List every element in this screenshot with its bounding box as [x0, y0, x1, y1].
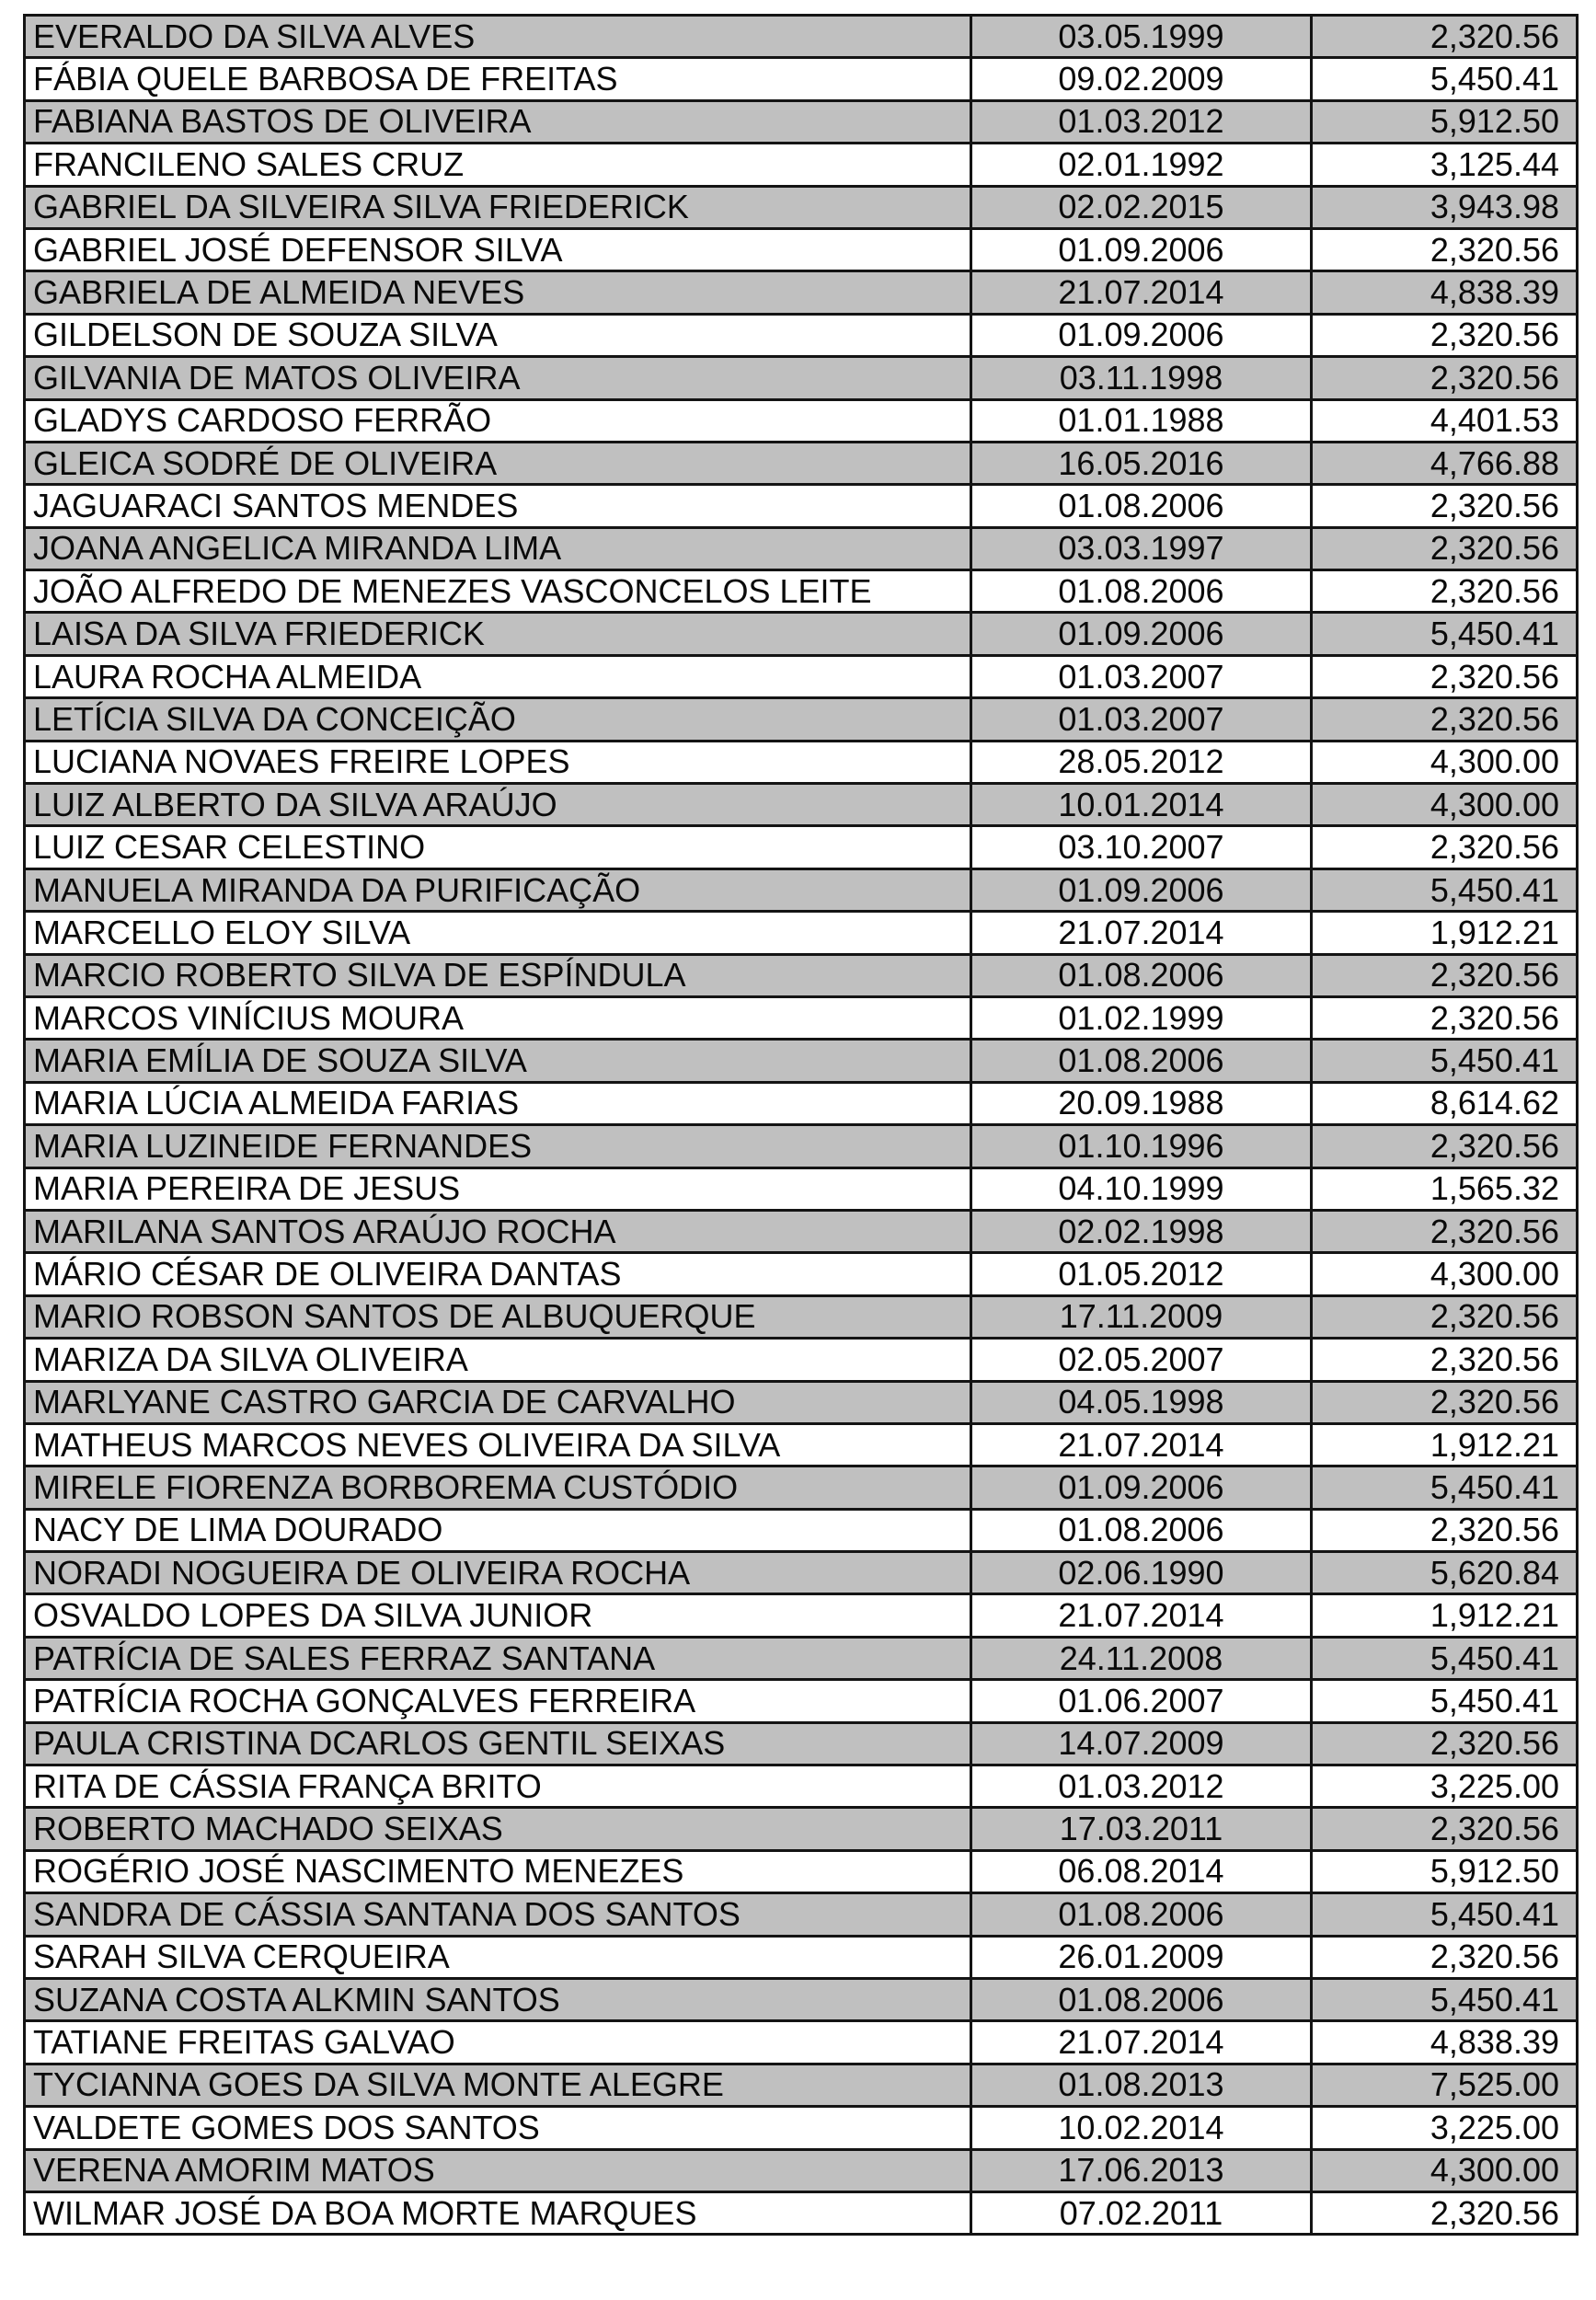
cell-amount: 4,300.00 [1312, 784, 1578, 826]
cell-amount: 3,225.00 [1312, 2107, 1578, 2149]
cell-name: SARAH SILVA CERQUEIRA [25, 1936, 971, 1978]
cell-date: 16.05.2016 [971, 442, 1312, 484]
cell-date: 09.02.2009 [971, 58, 1312, 100]
cell-date: 14.07.2009 [971, 1722, 1312, 1765]
table-row [25, 1423, 1578, 1466]
cell-name: MARIA EMÍLIA DE SOUZA SILVA [25, 1040, 971, 1082]
cell-amount: 5,450.41 [1312, 1637, 1578, 1679]
cell-name: MARCOS VINÍCIUS MOURA [25, 996, 971, 1039]
cell-amount: 2,320.56 [1312, 16, 1578, 58]
table-row [25, 1722, 1578, 1765]
cell-name: PAULA CRISTINA DCARLOS GENTIL SEIXAS [25, 1722, 971, 1765]
table-row [25, 613, 1578, 655]
cell-date: 01.08.2006 [971, 570, 1312, 613]
cell-name: LETÍCIA SILVA DA CONCEIÇÃO [25, 698, 971, 741]
table-row [25, 1808, 1578, 1850]
table-row [25, 826, 1578, 868]
table-row [25, 357, 1578, 399]
cell-amount: 2,320.56 [1312, 527, 1578, 569]
cell-name: GLEICA SODRÉ DE OLIVEIRA [25, 442, 971, 484]
cell-date: 01.09.2006 [971, 314, 1312, 356]
cell-name: MARIO ROBSON SANTOS DE ALBUQUERQUE [25, 1295, 971, 1338]
cell-date: 28.05.2012 [971, 741, 1312, 783]
cell-amount: 2,320.56 [1312, 1381, 1578, 1423]
cell-date: 21.07.2014 [971, 271, 1312, 314]
cell-amount: 2,320.56 [1312, 2191, 1578, 2234]
cell-date: 03.11.1998 [971, 357, 1312, 399]
cell-name: MARILANA SANTOS ARAÚJO ROCHA [25, 1210, 971, 1252]
cell-amount: 2,320.56 [1312, 1295, 1578, 1338]
table-row [25, 996, 1578, 1039]
cell-date: 03.05.1999 [971, 16, 1312, 58]
cell-date: 02.02.2015 [971, 186, 1312, 228]
cell-amount: 4,401.53 [1312, 399, 1578, 442]
cell-amount: 1,565.32 [1312, 1167, 1578, 1210]
cell-name: GABRIEL JOSÉ DEFENSOR SILVA [25, 228, 971, 270]
cell-amount: 4,838.39 [1312, 2021, 1578, 2064]
cell-amount: 5,912.50 [1312, 100, 1578, 143]
cell-amount: 4,300.00 [1312, 741, 1578, 783]
cell-name: FÁBIA QUELE BARBOSA DE FREITAS [25, 58, 971, 100]
table-row [25, 314, 1578, 356]
cell-date: 03.10.2007 [971, 826, 1312, 868]
cell-date: 21.07.2014 [971, 912, 1312, 954]
cell-amount: 2,320.56 [1312, 1339, 1578, 1381]
table-row [25, 186, 1578, 228]
cell-date: 01.03.2007 [971, 655, 1312, 697]
cell-date: 01.06.2007 [971, 1680, 1312, 1722]
table-row [25, 527, 1578, 569]
table-row [25, 698, 1578, 741]
employee-table-body [25, 16, 1578, 2235]
table-row [25, 228, 1578, 270]
cell-amount: 3,943.98 [1312, 186, 1578, 228]
table-row [25, 1167, 1578, 1210]
cell-date: 21.07.2014 [971, 1594, 1312, 1637]
cell-date: 01.08.2006 [971, 1509, 1312, 1551]
cell-amount: 8,614.62 [1312, 1082, 1578, 1124]
cell-name: GLADYS CARDOSO FERRÃO [25, 399, 971, 442]
cell-name: GABRIEL DA SILVEIRA SILVA FRIEDERICK [25, 186, 971, 228]
table-row [25, 1637, 1578, 1679]
cell-amount: 5,450.41 [1312, 1680, 1578, 1722]
table-row [25, 741, 1578, 783]
cell-amount: 5,450.41 [1312, 1466, 1578, 1509]
cell-date: 06.08.2014 [971, 1850, 1312, 1892]
cell-amount: 2,320.56 [1312, 1936, 1578, 1978]
cell-name: WILMAR JOSÉ DA BOA MORTE MARQUES [25, 2191, 971, 2234]
cell-amount: 2,320.56 [1312, 655, 1578, 697]
cell-date: 01.08.2013 [971, 2064, 1312, 2106]
cell-amount: 3,125.44 [1312, 144, 1578, 186]
cell-date: 10.01.2014 [971, 784, 1312, 826]
cell-amount: 2,320.56 [1312, 1722, 1578, 1765]
cell-name: NORADI NOGUEIRA DE OLIVEIRA ROCHA [25, 1552, 971, 1594]
table-row [25, 1509, 1578, 1551]
table-row [25, 1295, 1578, 1338]
table-row [25, 16, 1578, 58]
cell-name: RITA DE CÁSSIA FRANÇA BRITO [25, 1765, 971, 1808]
cell-date: 01.03.2012 [971, 100, 1312, 143]
cell-date: 01.09.2006 [971, 868, 1312, 911]
cell-name: LAISA DA SILVA FRIEDERICK [25, 613, 971, 655]
cell-amount: 4,300.00 [1312, 2149, 1578, 2191]
table-row [25, 570, 1578, 613]
cell-amount: 5,450.41 [1312, 1978, 1578, 2020]
cell-amount: 2,320.56 [1312, 1125, 1578, 1167]
cell-name: TYCIANNA GOES DA SILVA MONTE ALEGRE [25, 2064, 971, 2106]
table-row [25, 954, 1578, 996]
cell-amount: 4,300.00 [1312, 1253, 1578, 1295]
cell-name: MARIZA DA SILVA OLIVEIRA [25, 1339, 971, 1381]
cell-amount: 2,320.56 [1312, 1808, 1578, 1850]
cell-name: MARLYANE CASTRO GARCIA DE CARVALHO [25, 1381, 971, 1423]
cell-amount: 2,320.56 [1312, 314, 1578, 356]
cell-amount: 2,320.56 [1312, 228, 1578, 270]
cell-date: 21.07.2014 [971, 2021, 1312, 2064]
cell-amount: 2,320.56 [1312, 485, 1578, 527]
table-row [25, 1125, 1578, 1167]
cell-amount: 4,838.39 [1312, 271, 1578, 314]
cell-date: 01.05.2012 [971, 1253, 1312, 1295]
cell-date: 01.09.2006 [971, 228, 1312, 270]
table-row [25, 1893, 1578, 1936]
table-row [25, 399, 1578, 442]
cell-date: 17.11.2009 [971, 1295, 1312, 1338]
cell-date: 02.02.1998 [971, 1210, 1312, 1252]
table-row [25, 868, 1578, 911]
cell-date: 24.11.2008 [971, 1637, 1312, 1679]
table-row [25, 1253, 1578, 1295]
cell-date: 01.09.2006 [971, 1466, 1312, 1509]
cell-amount: 5,620.84 [1312, 1552, 1578, 1594]
cell-name: JOÃO ALFREDO DE MENEZES VASCONCELOS LEITE [25, 570, 971, 613]
cell-name: MIRELE FIORENZA BORBOREMA CUSTÓDIO [25, 1466, 971, 1509]
cell-name: JAGUARACI SANTOS MENDES [25, 485, 971, 527]
table-row [25, 442, 1578, 484]
cell-name: MÁRIO CÉSAR DE OLIVEIRA DANTAS [25, 1253, 971, 1295]
table-row [25, 1765, 1578, 1808]
cell-name: MARCIO ROBERTO SILVA DE ESPÍNDULA [25, 954, 971, 996]
table-row [25, 485, 1578, 527]
cell-date: 10.02.2014 [971, 2107, 1312, 2149]
cell-date: 21.07.2014 [971, 1423, 1312, 1466]
table-row [25, 1210, 1578, 1252]
table-row [25, 912, 1578, 954]
cell-name: LUIZ CESAR CELESTINO [25, 826, 971, 868]
cell-date: 26.01.2009 [971, 1936, 1312, 1978]
table-row [25, 100, 1578, 143]
table-row [25, 1594, 1578, 1637]
cell-date: 01.08.2006 [971, 954, 1312, 996]
cell-date: 01.09.2006 [971, 613, 1312, 655]
cell-amount: 5,450.41 [1312, 1040, 1578, 1082]
cell-date: 02.06.1990 [971, 1552, 1312, 1594]
table-row [25, 784, 1578, 826]
cell-name: SANDRA DE CÁSSIA SANTANA DOS SANTOS [25, 1893, 971, 1936]
cell-name: LAURA ROCHA ALMEIDA [25, 655, 971, 697]
cell-amount: 3,225.00 [1312, 1765, 1578, 1808]
table-row [25, 2021, 1578, 2064]
cell-name: FABIANA BASTOS DE OLIVEIRA [25, 100, 971, 143]
cell-name: MATHEUS MARCOS NEVES OLIVEIRA DA SILVA [25, 1423, 971, 1466]
cell-date: 01.08.2006 [971, 1040, 1312, 1082]
cell-amount: 2,320.56 [1312, 570, 1578, 613]
cell-date: 02.05.2007 [971, 1339, 1312, 1381]
table-row [25, 1339, 1578, 1381]
cell-name: PATRÍCIA ROCHA GONÇALVES FERREIRA [25, 1680, 971, 1722]
cell-name: FRANCILENO SALES CRUZ [25, 144, 971, 186]
cell-date: 01.02.1999 [971, 996, 1312, 1039]
table-row [25, 2107, 1578, 2149]
cell-name: MARIA LÚCIA ALMEIDA FARIAS [25, 1082, 971, 1124]
cell-amount: 2,320.56 [1312, 698, 1578, 741]
cell-name: JOANA ANGELICA MIRANDA LIMA [25, 527, 971, 569]
cell-name: LUIZ ALBERTO DA SILVA ARAÚJO [25, 784, 971, 826]
cell-date: 20.09.1988 [971, 1082, 1312, 1124]
cell-name: VALDETE GOMES DOS SANTOS [25, 2107, 971, 2149]
cell-amount: 2,320.56 [1312, 357, 1578, 399]
cell-amount: 1,912.21 [1312, 1423, 1578, 1466]
cell-date: 07.02.2011 [971, 2191, 1312, 2234]
cell-name: EVERALDO DA SILVA ALVES [25, 16, 971, 58]
cell-date: 01.01.1988 [971, 399, 1312, 442]
table-row [25, 655, 1578, 697]
cell-name: NACY DE LIMA DOURADO [25, 1509, 971, 1551]
cell-date: 01.03.2007 [971, 698, 1312, 741]
table-row [25, 1466, 1578, 1509]
table-row [25, 1850, 1578, 1892]
table-row [25, 1552, 1578, 1594]
cell-amount: 4,766.88 [1312, 442, 1578, 484]
cell-name: ROGÉRIO JOSÉ NASCIMENTO MENEZES [25, 1850, 971, 1892]
table-row [25, 58, 1578, 100]
cell-name: LUCIANA NOVAES FREIRE LOPES [25, 741, 971, 783]
table-row [25, 1040, 1578, 1082]
table-row [25, 144, 1578, 186]
cell-name: MANUELA MIRANDA DA PURIFICAÇÃO [25, 868, 971, 911]
cell-date: 01.08.2006 [971, 1893, 1312, 1936]
cell-date: 04.05.1998 [971, 1381, 1312, 1423]
cell-date: 01.08.2006 [971, 1978, 1312, 2020]
cell-name: GILDELSON DE SOUZA SILVA [25, 314, 971, 356]
cell-name: SUZANA COSTA ALKMIN SANTOS [25, 1978, 971, 2020]
cell-name: ROBERTO MACHADO SEIXAS [25, 1808, 971, 1850]
table-row [25, 271, 1578, 314]
table-row [25, 1082, 1578, 1124]
cell-name: MARIA PEREIRA DE JESUS [25, 1167, 971, 1210]
table-row [25, 2191, 1578, 2234]
table-row [25, 1381, 1578, 1423]
cell-name: MARCELLO ELOY SILVA [25, 912, 971, 954]
cell-amount: 5,450.41 [1312, 58, 1578, 100]
cell-date: 01.03.2012 [971, 1765, 1312, 1808]
cell-date: 01.08.2006 [971, 485, 1312, 527]
table-row [25, 1936, 1578, 1978]
cell-name: GABRIELA DE ALMEIDA NEVES [25, 271, 971, 314]
cell-name: PATRÍCIA DE SALES FERRAZ SANTANA [25, 1637, 971, 1679]
cell-date: 17.06.2013 [971, 2149, 1312, 2191]
cell-date: 17.03.2011 [971, 1808, 1312, 1850]
cell-amount: 2,320.56 [1312, 826, 1578, 868]
employee-table [23, 14, 1579, 2236]
cell-amount: 2,320.56 [1312, 1210, 1578, 1252]
cell-amount: 5,450.41 [1312, 613, 1578, 655]
cell-amount: 2,320.56 [1312, 1509, 1578, 1551]
cell-amount: 5,450.41 [1312, 1893, 1578, 1936]
cell-amount: 5,450.41 [1312, 868, 1578, 911]
cell-amount: 7,525.00 [1312, 2064, 1578, 2106]
cell-name: MARIA LUZINEIDE FERNANDES [25, 1125, 971, 1167]
table-row [25, 2064, 1578, 2106]
cell-amount: 2,320.56 [1312, 954, 1578, 996]
cell-name: TATIANE FREITAS GALVAO [25, 2021, 971, 2064]
cell-name: GILVANIA DE MATOS OLIVEIRA [25, 357, 971, 399]
cell-amount: 2,320.56 [1312, 996, 1578, 1039]
cell-name: VERENA AMORIM MATOS [25, 2149, 971, 2191]
table-row [25, 2149, 1578, 2191]
cell-date: 02.01.1992 [971, 144, 1312, 186]
cell-date: 03.03.1997 [971, 527, 1312, 569]
cell-date: 04.10.1999 [971, 1167, 1312, 1210]
table-row [25, 1680, 1578, 1722]
table-row [25, 1978, 1578, 2020]
cell-amount: 1,912.21 [1312, 912, 1578, 954]
cell-date: 01.10.1996 [971, 1125, 1312, 1167]
cell-amount: 1,912.21 [1312, 1594, 1578, 1637]
cell-amount: 5,912.50 [1312, 1850, 1578, 1892]
cell-name: OSVALDO LOPES DA SILVA JUNIOR [25, 1594, 971, 1637]
